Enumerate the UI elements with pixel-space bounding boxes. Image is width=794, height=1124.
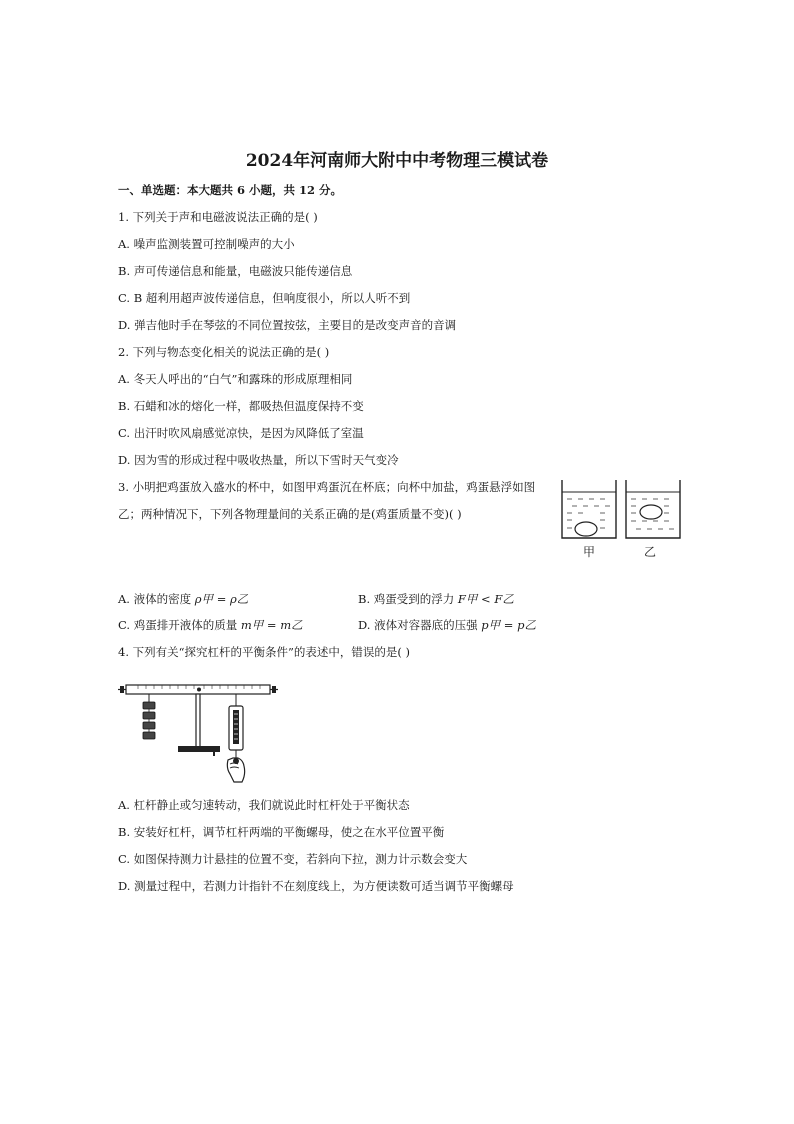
label-yi: 乙	[644, 545, 657, 559]
q3-stem-line1: 3. 小明把鸡蛋放入盛水的杯中，如图甲鸡蛋沉在杯底；向杯中加盐，鸡蛋悬浮如图	[118, 480, 536, 494]
hook-weights	[143, 702, 155, 739]
q3-stem-line2: 乙；两种情况下，下列各物理量间的关系正确的是(鸡蛋质量不变)( )	[118, 507, 462, 521]
q3-option-b-formula: F甲 < F乙	[457, 592, 514, 606]
q3-option-c-formula: m甲 = m乙	[240, 618, 303, 632]
q3-option-d-formula: p甲 = p乙	[481, 618, 536, 632]
q2-option-a: A. 冬天人呼出的“白气”和露珠的形成原理相同	[118, 372, 353, 386]
beaker-jia	[562, 480, 616, 538]
q1-option-d: D. 弹吉他时手在琴弦的不同位置按弦，主要目的是改变声音的音调	[118, 318, 457, 332]
q3-option-b-text: B. 鸡蛋受到的浮力	[358, 592, 455, 606]
q1-option-b: B. 声可传递信息和能量，电磁波只能传递信息	[118, 264, 353, 278]
q2-option-b: B. 石蜡和冰的熔化一样，都吸热但温度保持不变	[118, 399, 364, 413]
q3-option-a-text: A. 液体的密度	[118, 592, 192, 606]
q2-option-c: C. 出汗时吹风扇感觉凉快，是因为风降低了室温	[118, 426, 364, 440]
q3-option-d	[358, 617, 536, 633]
q1-option-c: C. B 超利用超声波传递信息，但响度很小，所以人听不到	[118, 291, 411, 305]
balance-nut-right	[272, 686, 276, 693]
q3-option-c-text: C. 鸡蛋排开液体的质量	[118, 618, 238, 632]
spring-scale	[229, 706, 243, 758]
q4-option-d: D. 测量过程中，若测力计指针不在刻度线上，为方便读数可适当调节平衡螺母	[118, 879, 514, 893]
q4-stem: 4. 下列有关“探究杠杆的平衡条件”的表述中，错误的是( )	[118, 645, 411, 659]
hand-icon	[227, 758, 244, 782]
stand-pole	[196, 694, 200, 748]
q3-option-b	[358, 591, 514, 607]
q3-option-a	[118, 591, 248, 607]
lever-figure	[116, 676, 280, 786]
q4-option-a: A. 杠杆静止或匀速转动，我们就说此时杠杆处于平衡状态	[118, 798, 410, 812]
label-jia: 甲	[583, 545, 596, 559]
q3-option-a-formula: ρ甲 = ρ乙	[194, 592, 249, 606]
stand-base	[178, 746, 220, 752]
page-title: 2024年河南师大附中中考物理三模试卷	[245, 151, 549, 171]
balance-nut-left	[120, 686, 124, 693]
beaker-yi	[626, 480, 680, 538]
q2-option-d: D. 因为雪的形成过程中吸收热量，所以下雪时天气变冷	[118, 453, 399, 467]
q2-stem: 2. 下列与物态变化相关的说法正确的是( )	[118, 345, 330, 359]
q3-option-d-text: D. 液体对容器底的压强	[358, 618, 478, 632]
q1-stem: 1. 下列关于声和电磁波说法正确的是( )	[118, 210, 318, 224]
q4-option-b: B. 安装好杠杆，调节杠杆两端的平衡螺母，使之在水平位置平衡	[118, 825, 445, 839]
beakers-figure	[556, 472, 686, 562]
section-heading: 一、单选题：本大题共 6 小题，共 12 分。	[118, 183, 343, 197]
q1-option-a: A. 噪声监测装置可控制噪声的大小	[118, 237, 295, 251]
q4-option-c: C. 如图保持测力计悬挂的位置不变，若斜向下拉，测力计示数会变大	[118, 852, 468, 866]
q3-option-c	[118, 617, 303, 633]
